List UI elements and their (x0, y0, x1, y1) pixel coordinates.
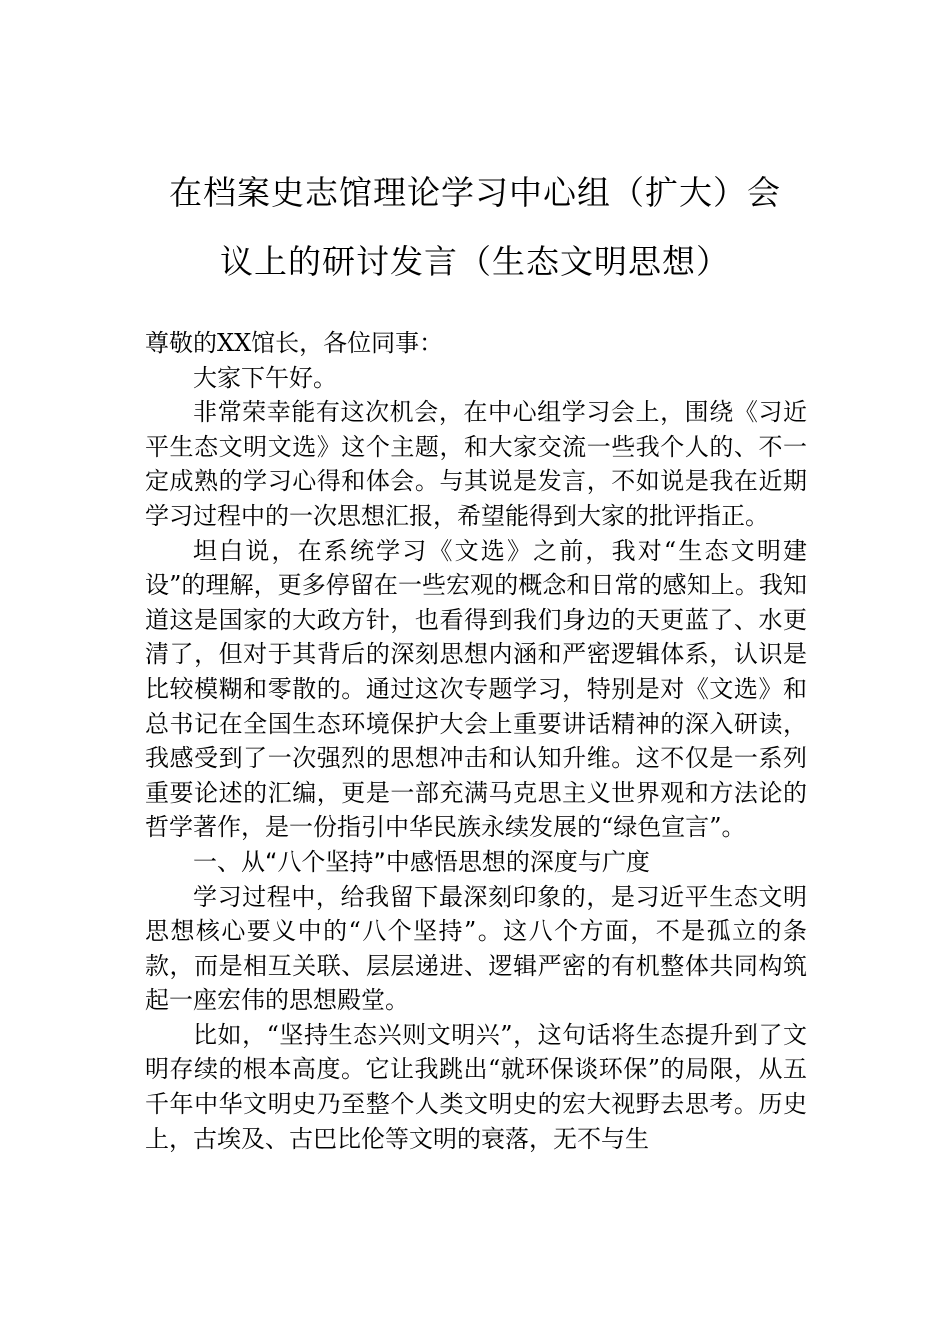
title-line-2: 议上的研讨发言（生态文明思想） (220, 242, 730, 281)
section-heading-1: 一、从“八个坚持”中感悟思想的深度与广度 (193, 847, 650, 876)
title-line-1: 在档案史志馆理论学习中心组（扩大）会 (169, 173, 781, 212)
greeting: 大家下午好。 (193, 363, 337, 392)
paragraph-3: 学习过程中，给我留下最深刻印象的，是习近平生态文明思想核心要义中的“八个坚持”。这八个方面，不是孤立的条款，而是相互关联、层层递进、逻辑严密的有机整体共同构筑起一座宏伟的思想殿堂。 (145, 882, 807, 1015)
salutation: 尊敬的XX馆长，各位同事： (145, 329, 444, 357)
paragraph-1: 非常荣幸能有这次机会，在中心组学习会上，围绕《习近平生态文明文选》这个主题，和大家交流一些我个人的、不一定成熟的学习心得和体会。与其说是发言，不如说是我在近期学习过程中的一次思想汇报，希望能得到大家的批评指正。 (145, 398, 807, 530)
paragraph-4: 比如，“坚持生态兴则文明兴”，这句话将生态提升到了文明存续的根本高度。它让我跳出“就环保谈环保”的局限，从五千年中华文明史乃至整个人类文明史的宏大视野去思考。历史上，古埃及、古巴比伦等文明的衰落，无不与生 (145, 1020, 807, 1153)
paragraph-2: 坦白说，在系统学习《文选》之前，我对“生态文明建设”的理解，更多停留在一些宏观的概念和日常的感知上。我知道这是国家的大政方针，也看得到我们身边的天更蓝了、水更清了，但对于其背后的深刻思想内涵和严密逻辑体系，认识是比较模糊和零散的。通过这次专题学习，特别是对《文选》和总书记在全国生态环境保护大会上重要讲话精神的深入研读，我感受到了一次强烈的思想冲击和认知升维。这不仅是一系列重要论述的汇编，更是一部充满马克思主义世界观和方法论的哲学著作，是一份指引中华民族永续发展的“绿色宣言”。 (145, 536, 807, 842)
document-body (145, 326, 807, 1156)
document-title (100, 158, 850, 296)
